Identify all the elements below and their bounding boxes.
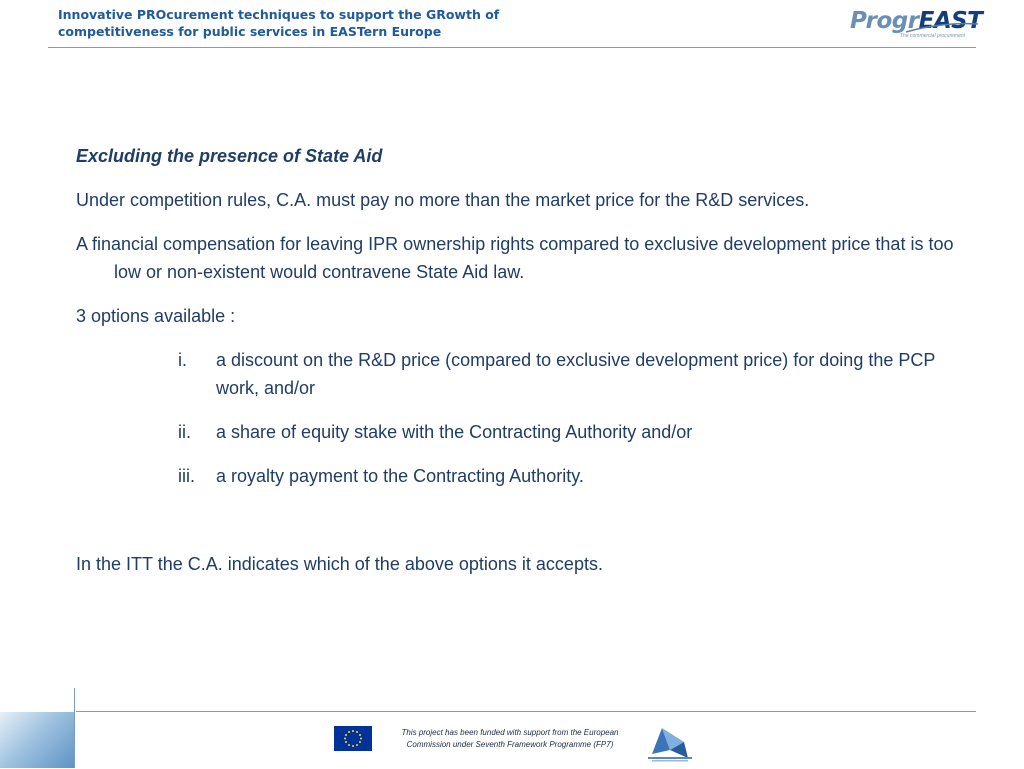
header-title <box>58 6 578 40</box>
header-divider <box>48 47 976 48</box>
list-item-text: a discount on the R&D price (compared to exclusive development price) for doing the PCP work, and/or <box>216 350 936 398</box>
logo-tagline: The commercial procurement <box>900 33 966 39</box>
footer-divider <box>76 711 976 712</box>
list-item-number: ii. <box>178 422 191 442</box>
logo-part1: Progr <box>850 8 919 34</box>
footer-vertical-line <box>74 688 75 768</box>
list-item-number: i. <box>178 350 187 370</box>
closing-statement: In the ITT the C.A. indicates which of the above options it accepts. <box>76 554 603 574</box>
progreast-logo <box>846 8 983 42</box>
list-item-text: a share of equity stake with the Contracting Authority and/or <box>216 422 693 442</box>
list-item <box>76 418 956 446</box>
header-title-line2: competitiveness for public services in EASTern Europe <box>58 24 442 39</box>
slide-heading: Excluding the presence of State Aid <box>76 146 383 166</box>
paragraph-financial-compensation: A financial compensation for leaving IPR ownership rights compared to exclusive development price that is too low or non-existent would contravene State Aid law. <box>76 234 954 282</box>
funding-line1: This project has been funded with support from the European <box>401 728 619 737</box>
list-item-number: iii. <box>178 466 195 486</box>
list-item <box>76 346 956 402</box>
list-item <box>76 462 956 490</box>
fp7-logo-icon <box>644 724 702 764</box>
slide-content <box>76 140 956 578</box>
logo-part2: EAST <box>918 8 983 34</box>
funding-notice <box>378 727 642 751</box>
eu-flag-icon <box>334 726 372 751</box>
funding-line2: Commission under Seventh Framework Programme (FP7) <box>406 740 614 749</box>
list-item-text: a royalty payment to the Contracting Authority. <box>216 466 584 486</box>
options-intro: 3 options available : <box>76 306 236 326</box>
corner-decoration <box>0 712 74 768</box>
header-title-line1: Innovative PROcurement techniques to support the GRowth of <box>58 7 500 22</box>
paragraph-market-price: Under competition rules, C.A. must pay no more than the market price for the R&D services. <box>76 190 810 210</box>
eu-stars-icon <box>334 726 372 751</box>
